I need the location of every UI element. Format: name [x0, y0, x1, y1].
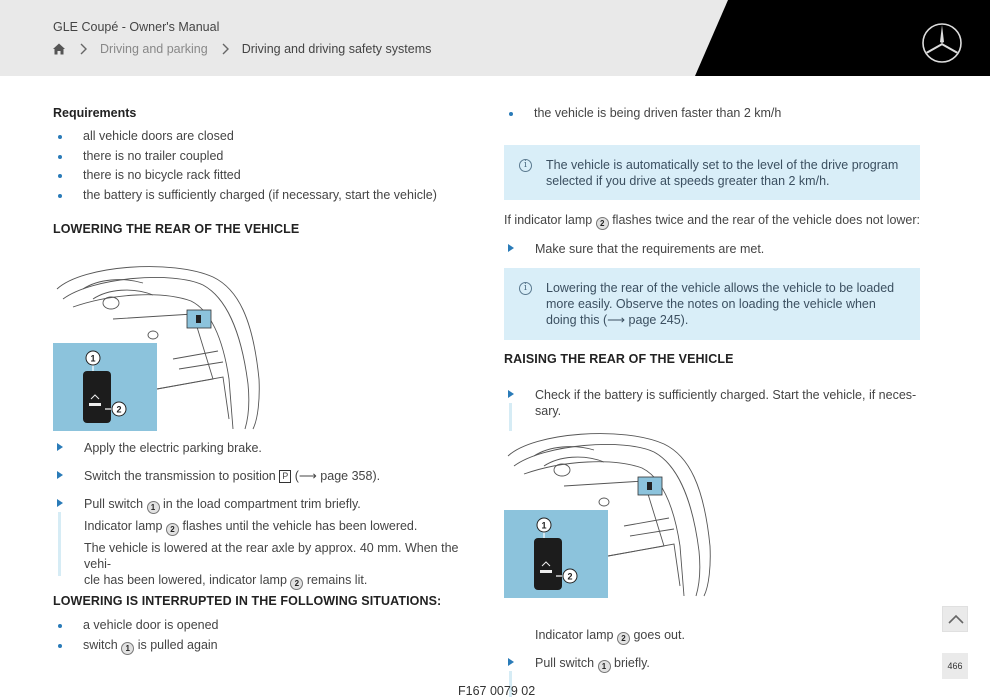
result-text: goes out. [633, 628, 685, 642]
breadcrumb [52, 42, 431, 56]
lowering-steps [53, 440, 483, 655]
info-line: Lowering the rear of the vehicle allows the vehicle to be loaded [546, 281, 895, 295]
scroll-to-top-button[interactable] [942, 606, 968, 632]
list-item [53, 636, 483, 656]
info-icon: i [519, 282, 532, 295]
info-icon: i [519, 159, 532, 172]
step-arrow-icon [508, 390, 514, 398]
raising-heading: RAISING THE REAR OF THE VEHICLE [504, 352, 734, 366]
step-check-requirements [504, 241, 924, 257]
callout-1: 1 [541, 520, 547, 531]
interrupted-list [53, 616, 483, 655]
left-column [53, 106, 483, 236]
chevron-right-icon [218, 42, 232, 56]
step-text: in the load compartment trim briefly. [163, 497, 361, 511]
step-arrow-icon [508, 244, 514, 252]
list-item: there is no trailer coupled [53, 147, 483, 167]
result-text: remains lit. [306, 573, 368, 587]
chevron-up-icon [943, 607, 969, 633]
park-position-key: P [279, 470, 291, 483]
step-arrow-icon [57, 471, 63, 479]
requirements-heading: Requirements [53, 106, 137, 120]
step-arrow-icon [57, 499, 63, 507]
callout-2: 2 [567, 571, 573, 582]
step-text: sary. [535, 404, 562, 418]
step-text: Check if the battery is sufficiently charged. Start the vehicle, if neces- [535, 388, 917, 402]
step-text: Make sure that the requirements are met. [535, 242, 765, 256]
step-pull-switch [53, 496, 483, 514]
result-text: The vehicle is lowered at the rear axle by approx. 40 mm. When the vehi- [84, 541, 459, 571]
step-arrow-icon [57, 443, 63, 451]
breadcrumb-driving-and-parking[interactable]: Driving and parking [100, 42, 208, 56]
info-line: The vehicle is automatically set to the level of the drive program [546, 158, 899, 172]
figure-code: F167 0079 02 [458, 684, 536, 698]
info-line: selected if you drive at speeds greater than 2 km/h. [546, 174, 830, 188]
page-number: 466 [942, 653, 968, 679]
list-item-text: is pulled again [137, 637, 218, 652]
result-text: Indicator lamp [84, 519, 163, 533]
info-box-drive-program [504, 145, 920, 200]
home-icon[interactable] [52, 42, 66, 56]
page-link[interactable]: (⟶ page 358). [294, 469, 381, 483]
raising-switch-illustration [504, 426, 714, 598]
lowering-switch-illustration [53, 259, 263, 431]
chevron-right-icon [76, 42, 90, 56]
step-text: Pull switch [535, 656, 595, 670]
callout-badge: 2 [617, 632, 630, 645]
result-lowered [53, 540, 483, 590]
step-text: briefly. [614, 656, 650, 670]
callout-1: 1 [90, 353, 96, 364]
callout-badge: 1 [598, 660, 611, 673]
info-line: more easily. Observe the notes on loading the vehicle when [546, 297, 876, 311]
step-arrow-icon [508, 658, 514, 666]
step-transmission [53, 468, 483, 484]
mercedes-star-logo [921, 22, 963, 64]
step-text: Apply the electric parking brake. [84, 441, 262, 455]
list-item: the battery is sufficiently charged (if necessary, start the vehicle) [53, 186, 483, 206]
step-text: Switch the transmission to position [84, 469, 276, 483]
indicator-note [504, 212, 924, 230]
info-text [546, 280, 920, 328]
result-goes-out [504, 627, 924, 645]
callout-badge: 2 [290, 577, 303, 590]
step-check-battery [504, 387, 924, 419]
callout-badge: 2 [166, 523, 179, 536]
result-text: Indicator lamp [535, 628, 614, 642]
speed-list [504, 104, 924, 124]
list-item: there is no bicycle rack fitted [53, 166, 483, 186]
result-text: flashes until the vehicle has been lowered. [182, 519, 418, 533]
callout-badge: 2 [596, 217, 609, 230]
list-item: a vehicle door is opened [53, 616, 483, 636]
info-text [546, 157, 920, 189]
list-item: the vehicle is being driven faster than 2 km/h [504, 104, 924, 124]
lowering-heading: LOWERING THE REAR OF THE VEHICLE [53, 222, 300, 236]
list-item-text: switch [83, 637, 118, 652]
result-text: cle has been lowered, indicator lamp [84, 573, 287, 587]
step-text: Pull switch [84, 497, 144, 511]
breadcrumb-current: Driving and driving safety systems [241, 42, 432, 56]
info-box-loading [504, 268, 920, 340]
requirements-list [53, 127, 483, 205]
callout-badge: 1 [121, 642, 134, 655]
step-pull-switch-raise [504, 655, 924, 673]
page-header [0, 0, 990, 76]
manual-title: GLE Coupé - Owner's Manual [53, 20, 220, 34]
callout-2: 2 [116, 404, 122, 415]
note-text: If indicator lamp [504, 213, 593, 227]
list-item: all vehicle doors are closed [53, 127, 483, 147]
result-flashing [53, 518, 483, 536]
interrupted-heading: LOWERING IS INTERRUPTED IN THE FOLLOWING SITUATIONS: [53, 594, 442, 608]
note-text: flashes twice and the rear of the vehicle does not lower: [612, 213, 921, 227]
info-page-link[interactable]: doing this (⟶ page 245). [546, 313, 689, 327]
step-bar [58, 512, 61, 576]
step-parking-brake [53, 440, 483, 456]
callout-badge: 1 [147, 501, 160, 514]
